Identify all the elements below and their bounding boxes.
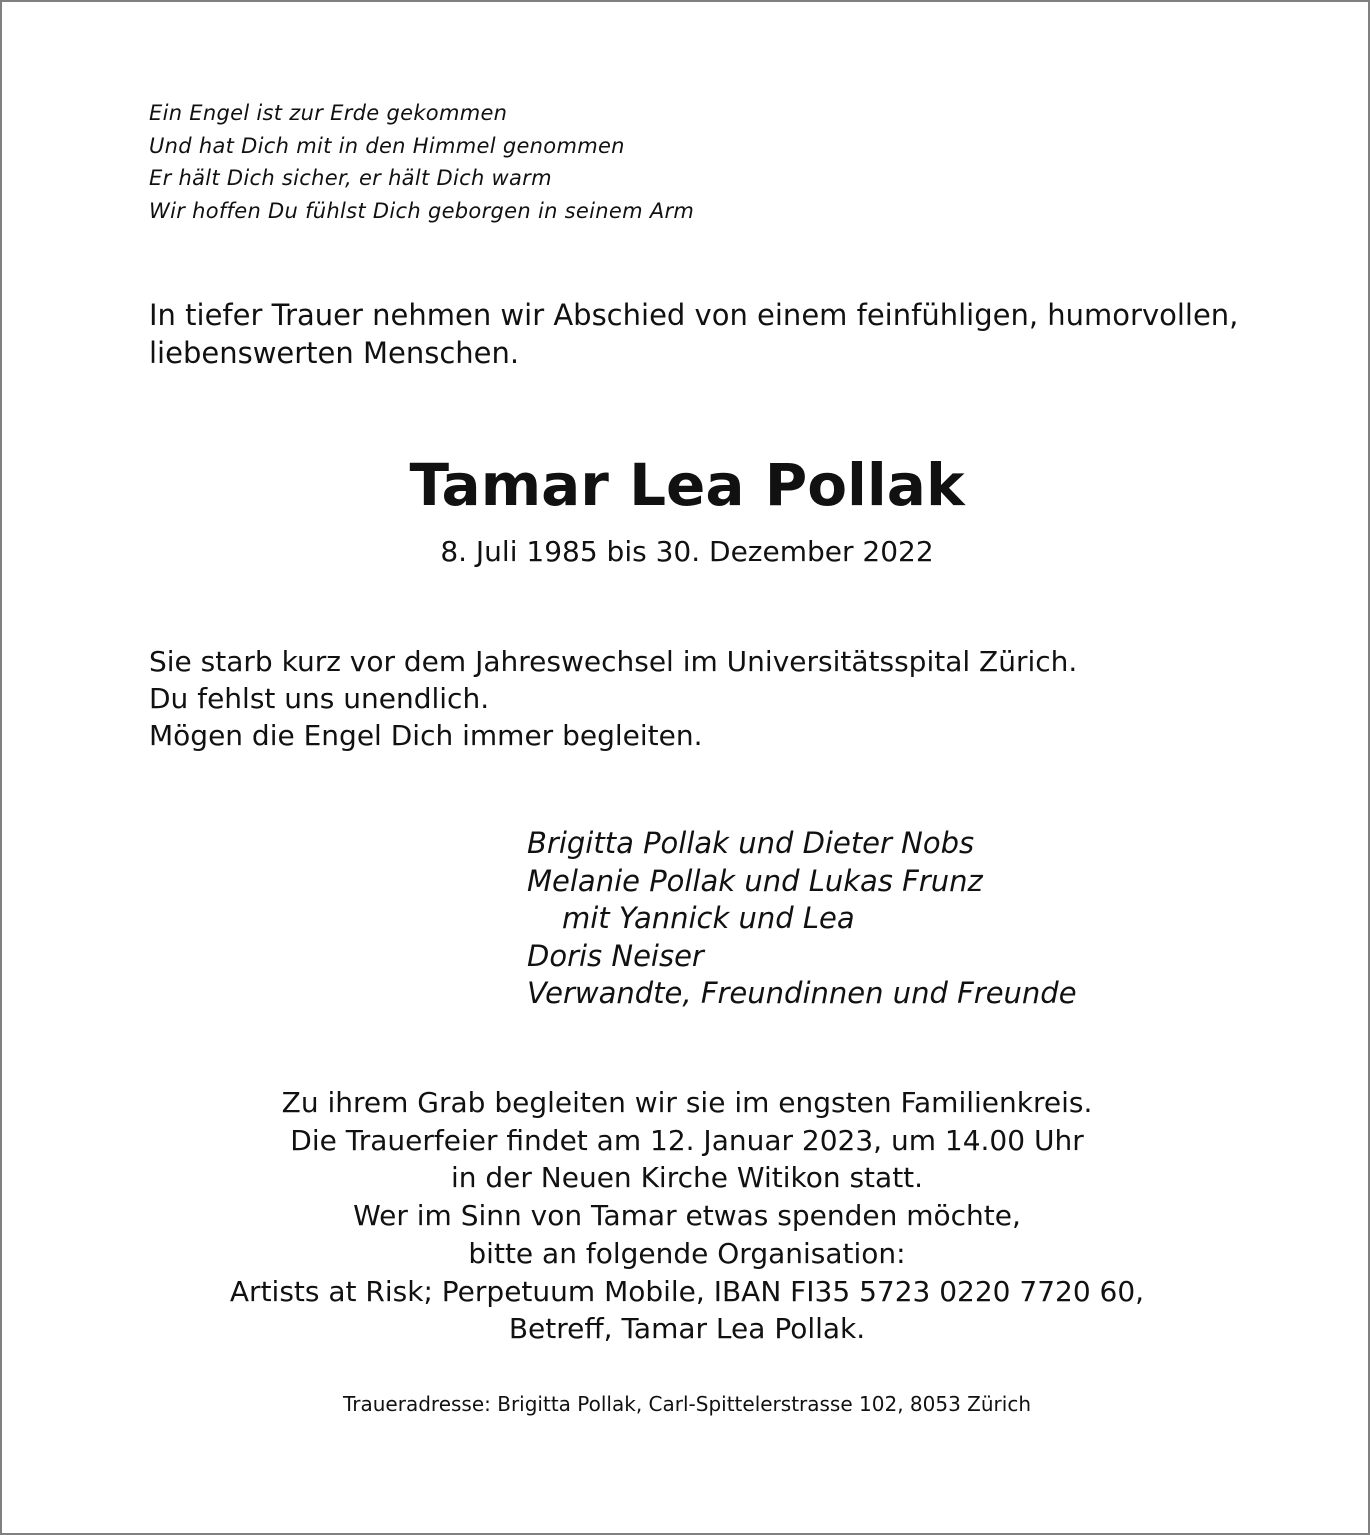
mourners-list (527, 825, 1077, 1013)
funeral-line: Zu ihrem Grab begleiten wir sie im engsten Familienkreis. (281, 1086, 1093, 1119)
poem-line: Wir hoffen Du fühlst Dich geborgen in seinem Arm (149, 198, 695, 223)
mourner-line: Brigitta Pollak und Dieter Nobs (527, 826, 975, 860)
funeral-line: Die Trauerfeier findet am 12. Januar 2023, um 14.00 Uhr (290, 1123, 1084, 1157)
intro-line: In tiefer Trauer nehmen wir Abschied von einem feinfühligen, humorvollen, (149, 298, 1239, 332)
intro-text (149, 296, 1238, 372)
message-line: Mögen die Engel Dich immer begleiten. (149, 719, 703, 752)
funeral-info (2, 1084, 1370, 1348)
message-line: Sie starb kurz vor dem Jahreswechsel im Universitätsspital Zürich. (149, 645, 1078, 678)
funeral-line: bitte an folgende Organisation: (468, 1236, 906, 1270)
mourner-line: mit Yannick und Lea (562, 901, 855, 935)
poem-line: Ein Engel ist zur Erde gekommen (149, 101, 508, 125)
funeral-line: in der Neuen Kirche Witikon statt. (450, 1161, 924, 1195)
message-text (149, 643, 1077, 754)
poem-line: Und hat Dich mit in den Himmel genommen (149, 133, 625, 158)
message-line: Du fehlst uns unendlich. (149, 682, 490, 715)
deceased-name: Tamar Lea Pollak (409, 451, 965, 519)
intro-line: liebenswerten Menschen. (149, 336, 520, 370)
mourning-address: Traueradresse: Brigitta Pollak, Carl-Spittelerstrasse 102, 8053 Zürich (343, 1392, 1031, 1416)
mourner-line: Verwandte, Freundinnen und Freunde (527, 976, 1077, 1010)
funeral-line: Betreff, Tamar Lea Pollak. (508, 1312, 866, 1346)
funeral-line: Wer im Sinn von Tamar etwas spenden möchte, (353, 1199, 1021, 1233)
funeral-line: Artists at Risk; Perpetuum Mobile, IBAN FI35 5723 0220 7720 60, (229, 1274, 1145, 1308)
poem (149, 97, 694, 227)
mourner-line: Doris Neiser (527, 938, 704, 973)
mourner-line: Melanie Pollak und Lukas Frunz (527, 863, 983, 898)
life-dates: 8. Juli 1985 bis 30. Dezember 2022 (440, 535, 934, 568)
poem-line: Er hält Dich sicher, er hält Dich warm (149, 166, 552, 190)
